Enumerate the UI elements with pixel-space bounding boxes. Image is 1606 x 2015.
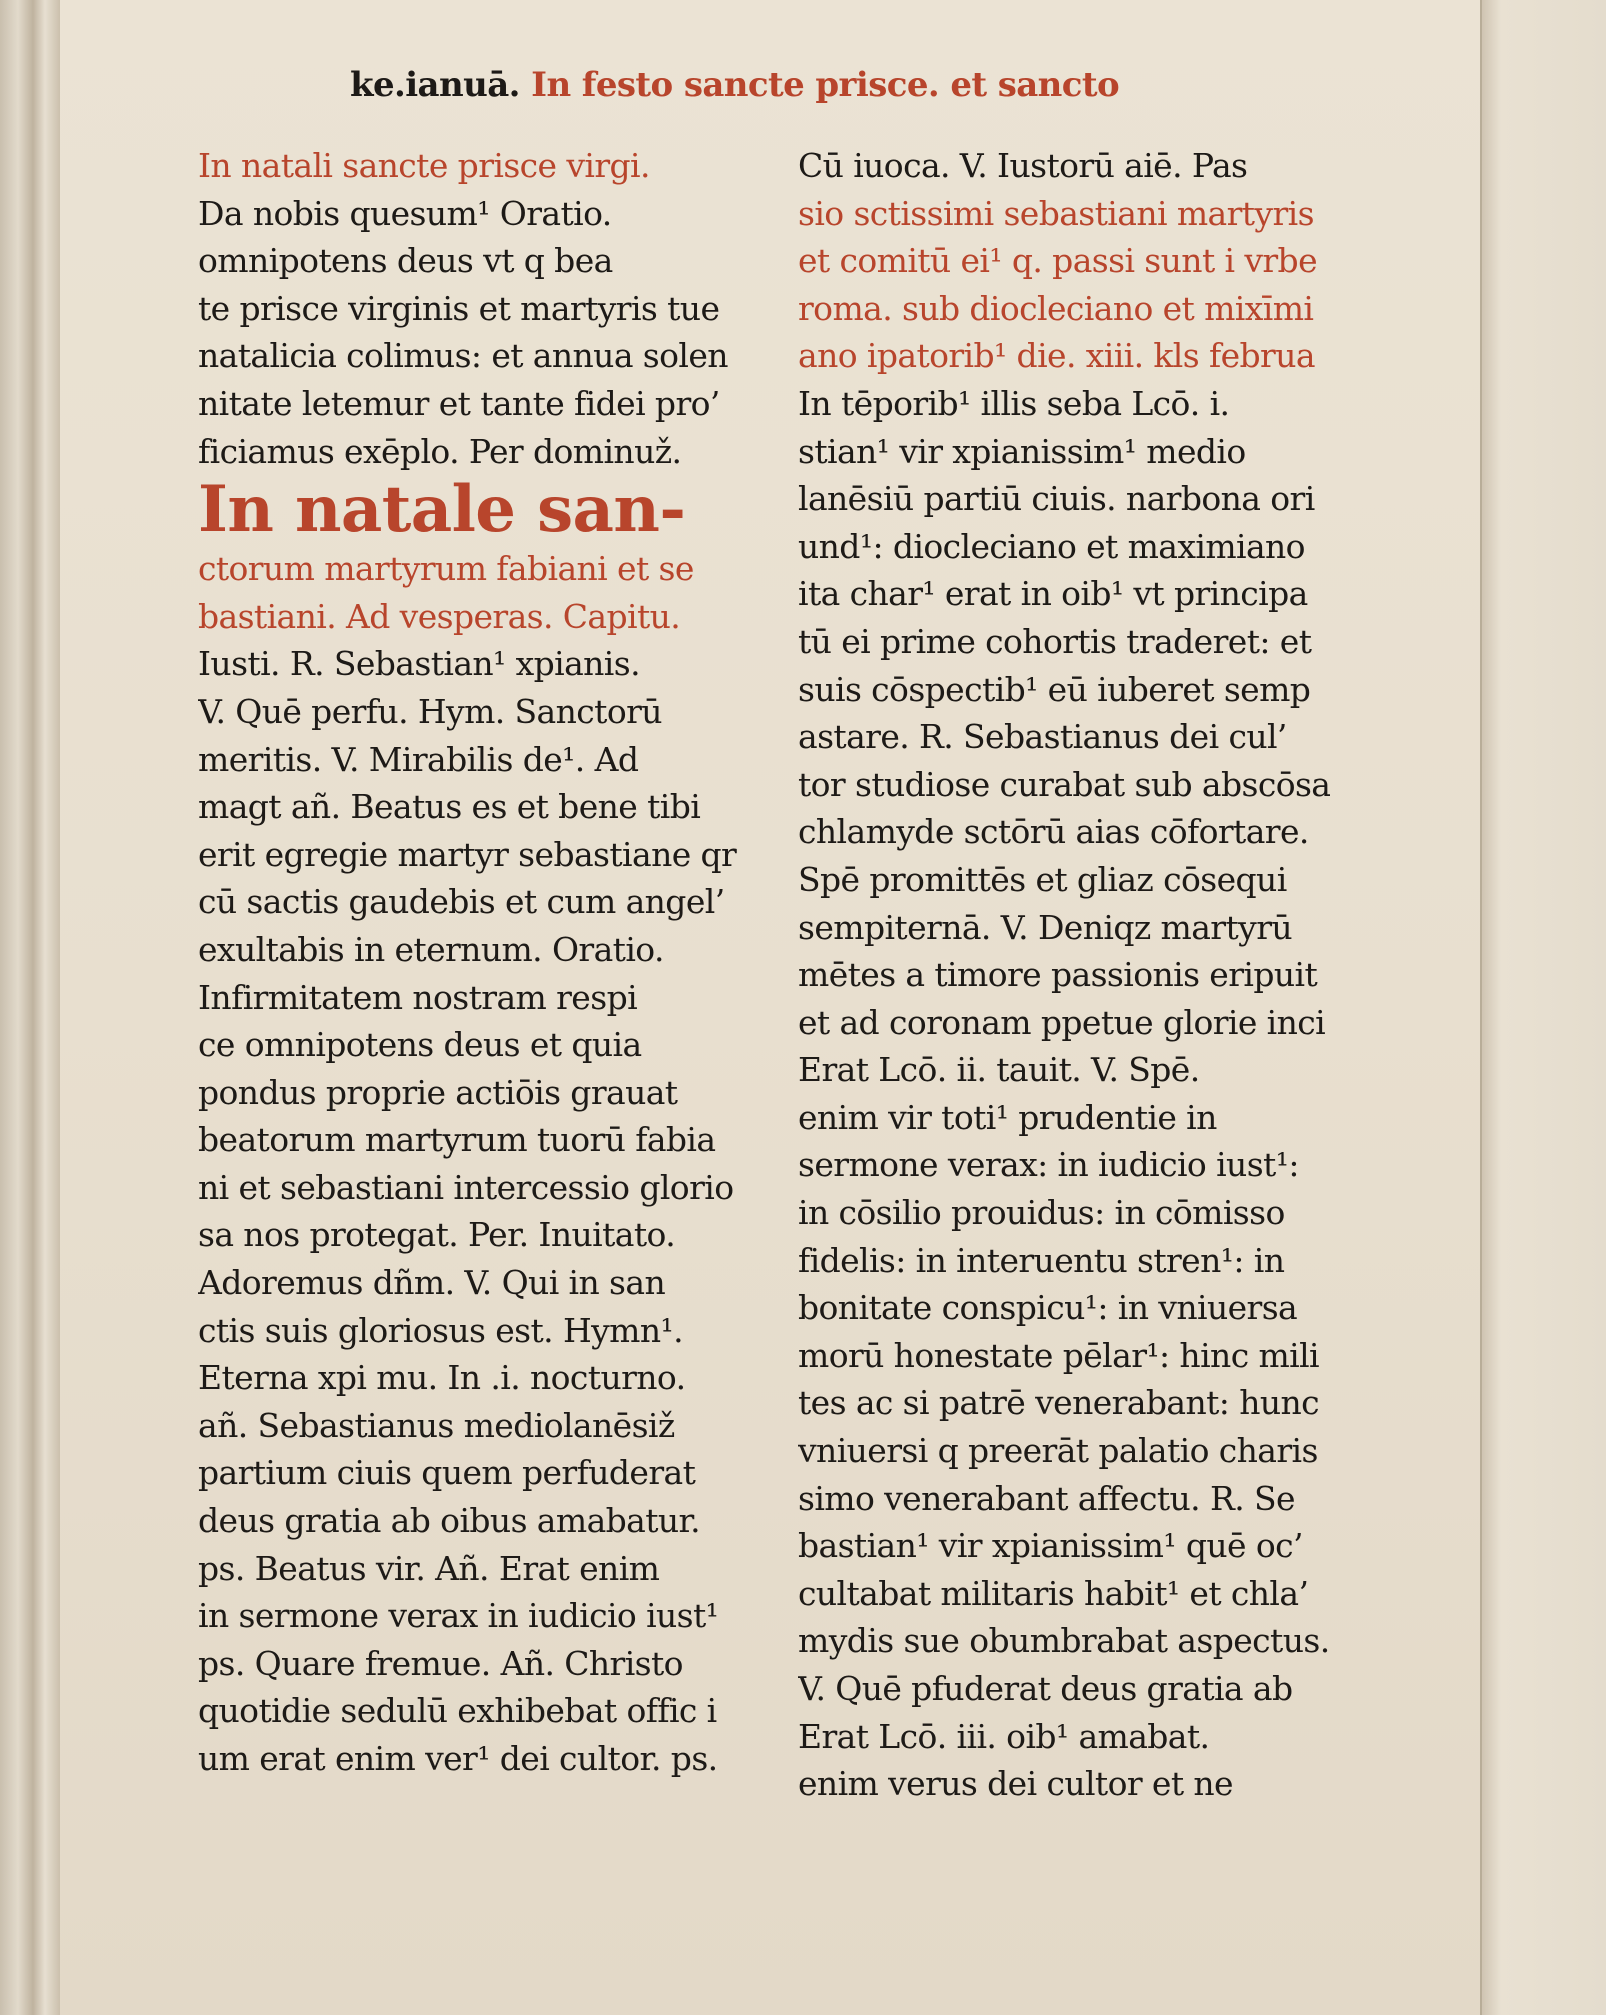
right-column-line: tū ei prime cohortis traderet: et <box>798 621 1312 661</box>
right-column-line: Erat Lcō. iii. oib¹ amabat. <box>798 1716 1210 1756</box>
right-column-line: V. Quē pfuderat deus gratia ab <box>798 1669 1293 1708</box>
left-column-line: In natale san‑ <box>198 475 686 546</box>
left-column-line: pondus proprie actiōis grauat <box>198 1072 678 1112</box>
right-column-line: cultabat militaris habit¹ et chla’ <box>798 1573 1309 1613</box>
right-column-line: suis cōspectib¹ eū iuberet semp <box>798 669 1311 709</box>
left-column-line: um erat enim ver¹ dei cultor. ps. <box>198 1739 718 1778</box>
right-text-column <box>798 142 1388 1808</box>
left-column-line: ctis suis gloriosus est. Hymn¹. <box>198 1310 684 1350</box>
right-column-line: et comitū ei¹ q. passi sunt i vrbe <box>798 241 1318 281</box>
right-column-line: tor studiose curabat sub abscōsa <box>798 764 1331 804</box>
left-column-line: deus gratia ab oibus amabatur. <box>198 1501 700 1541</box>
page-running-header <box>350 62 1119 110</box>
right-column-line: enim vir toti¹ prudentie in <box>798 1097 1217 1137</box>
left-column-line: añ. Sebastianus mediolanēsiž <box>198 1405 675 1445</box>
left-column-line: partium ciuis quem perfuderat <box>198 1453 696 1493</box>
left-column-line: Adoremus dñm. V. Qui in san <box>198 1263 666 1303</box>
right-column-line: tes ac si patrē venerabant: hunc <box>798 1383 1320 1423</box>
header-date: ke.ianuā. <box>350 65 520 105</box>
right-column-line: sio sctissimi sebastiani martyris <box>798 193 1314 233</box>
right-column-line: et ad coronam ppetue glorie inci <box>798 1002 1326 1042</box>
right-column-line: chlamyde sctōrū aias cōfortare. <box>798 812 1309 852</box>
left-column-line: V. Quē perfu. Hym. Sanctorū <box>198 691 662 731</box>
left-column-line: erit egregie martyr sebastiane qr <box>198 834 737 874</box>
book-spine-edge <box>0 0 60 2015</box>
right-column-line: ita char¹ erat in oib¹ vt principa <box>798 574 1308 614</box>
left-column-line: bastiani. Ad vesperas. Capitu. <box>198 596 681 636</box>
right-column-line: sermone verax: in iudicio iust¹: <box>798 1145 1299 1185</box>
left-column-line: te prisce virginis et martyris tue <box>198 288 720 328</box>
left-column-line: Infirmitatem nostram respi <box>198 977 638 1017</box>
left-column-line: ps. Beatus vir. Añ. Erat enim <box>198 1548 660 1588</box>
right-column-line: roma. sub diocleciano et mixīmi <box>798 288 1314 328</box>
left-column-line: In natali sancte prisce virgi. <box>198 146 650 185</box>
left-text-column <box>198 142 768 1783</box>
right-column-line: enim verus dei cultor et ne <box>798 1764 1233 1804</box>
left-column-line: ps. Quare fremue. Añ. Christo <box>198 1643 683 1683</box>
right-column-line: ano ipatorib¹ die. xiii. kls februa <box>798 336 1315 376</box>
right-column-line: Spē promittēs et gliaz cōsequi <box>798 859 1287 899</box>
right-column-line: simo venerabant affectu. R. Se <box>798 1478 1295 1518</box>
right-column-line: mydis sue obumbrabat aspectus. <box>798 1621 1330 1661</box>
right-column-line: lanēsiū partiū ciuis. narbona ori <box>798 479 1315 519</box>
right-column-line: stian¹ vir xpianissim¹ medio <box>798 431 1246 471</box>
right-column-line: vniuersi q preerāt palatio charis <box>798 1431 1318 1471</box>
book-page-right-edge <box>1480 0 1606 2015</box>
left-column-line: quotidie sedulū exhibebat offic i <box>198 1691 717 1731</box>
header-title: In festo sancte prisce. et sancto <box>531 65 1120 105</box>
left-column-line: Da nobis quesum¹ Oratio. <box>198 193 612 233</box>
left-column-line: magt añ. Beatus es et bene tibi <box>198 787 701 827</box>
left-column-line: cū sactis gaudebis et cum angel’ <box>198 882 725 922</box>
right-column-line: mētes a timore passionis eripuit <box>798 955 1318 995</box>
right-column-line: bastian¹ vir xpianissim¹ quē oc’ <box>798 1526 1303 1566</box>
left-column-line: nitate letemur et tante fidei pro’ <box>198 383 720 423</box>
right-column-line: in cōsilio prouidus: in cōmisso <box>798 1193 1285 1233</box>
right-column-line: astare. R. Sebastianus dei cul’ <box>798 717 1287 757</box>
right-column-line: morū honestate pēlar¹: hinc mili <box>798 1335 1320 1375</box>
left-column-line: Eterna xpi mu. In .i. nocturno. <box>198 1358 686 1398</box>
right-column-line: sempiternā. V. Deniqz martyrū <box>798 907 1293 947</box>
left-column-line: ctorum martyrum fabiani et se <box>198 549 694 589</box>
left-column-line: beatorum martyrum tuorū fabia <box>198 1120 716 1160</box>
right-column-line: Erat Lcō. ii. tauit. V. Spē. <box>798 1050 1200 1090</box>
left-column-line: ficiamus exēplo. Per dominuž. <box>198 431 682 471</box>
right-column-line: In tēporib¹ illis seba Lcō. i. <box>798 383 1230 423</box>
right-column-line: und¹: diocleciano et maximiano <box>798 526 1305 566</box>
left-column-line: natalicia colimus: et annua solen <box>198 336 728 376</box>
right-column-line: fidelis: in interuentu stren¹: in <box>798 1240 1285 1280</box>
right-column-line: bonitate conspicu¹: in vniuersa <box>798 1288 1298 1328</box>
left-column-line: ce omnipotens deus et quia <box>198 1025 642 1065</box>
left-column-line: Iusti. R. Sebastian¹ xpianis. <box>198 644 640 684</box>
left-column-line: meritis. V. Mirabilis de¹. Ad <box>198 739 639 779</box>
left-column-line: omnipotens deus vt q bea <box>198 241 613 281</box>
left-column-line: in sermone verax in iudicio iust¹ <box>198 1596 719 1636</box>
left-column-line: sa nos protegat. Per. Inuitato. <box>198 1215 676 1255</box>
left-column-line: ni et sebastiani intercessio glorio <box>198 1167 734 1207</box>
left-column-line: exultabis in eternum. Oratio. <box>198 929 664 969</box>
right-column-line: Cū iuoca. V. Iustorū aiē. Pas <box>798 146 1248 185</box>
